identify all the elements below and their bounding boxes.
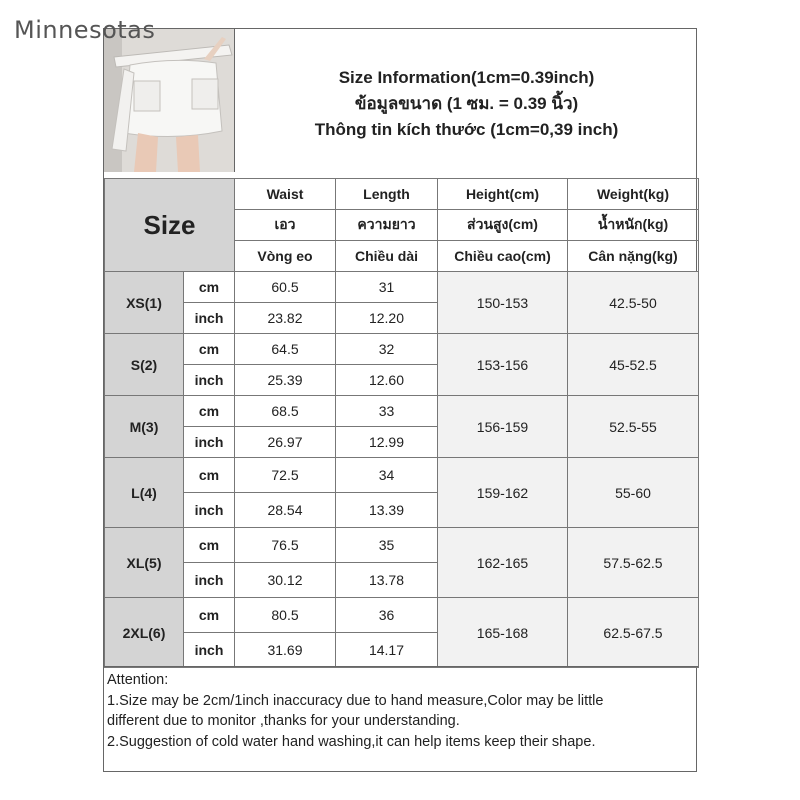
weight-range-cell: 42.5-50 [568, 272, 699, 334]
waist-inch-cell: 28.54 [235, 493, 336, 528]
unit-label-inch: inch [184, 427, 235, 458]
column-header-th: น้ำหนัก(kg) [568, 210, 699, 241]
column-header-vi: Chiều cao(cm) [438, 241, 568, 272]
waist-inch-cell: 30.12 [235, 563, 336, 598]
unit-label-inch: inch [184, 633, 235, 668]
column-header-en: Length [336, 179, 438, 210]
height-range-cell: 162-165 [438, 528, 568, 598]
waist-inch-cell: 25.39 [235, 365, 336, 396]
length-cm-cell: 36 [336, 598, 438, 633]
unit-label-cm: cm [184, 458, 235, 493]
unit-label-cm: cm [184, 528, 235, 563]
size-info-title-th: ข้อมูลขนาด (1 ซม. = 0.39 นิ้ว) [354, 93, 579, 113]
length-inch-cell: 12.99 [336, 427, 438, 458]
waist-cm-cell: 72.5 [235, 458, 336, 493]
waist-cm-cell: 68.5 [235, 396, 336, 427]
column-header-en: Weight(kg) [568, 179, 699, 210]
weight-range-cell: 45-52.5 [568, 334, 699, 396]
chart-header [104, 29, 698, 179]
skirt-illustration [104, 29, 234, 172]
waist-cm-cell: 76.5 [235, 528, 336, 563]
waist-cm-cell: 60.5 [235, 272, 336, 303]
length-inch-cell: 14.17 [336, 633, 438, 668]
height-range-cell: 165-168 [438, 598, 568, 668]
column-header-vi: Chiều dài [336, 241, 438, 272]
size-label: 2XL(6) [105, 598, 184, 668]
size-info-title-en: Size Information(1cm=0.39inch) [338, 67, 595, 87]
size-table [104, 178, 699, 668]
size-label: L(4) [105, 458, 184, 528]
length-cm-cell: 32 [336, 334, 438, 365]
length-cm-cell: 33 [336, 396, 438, 427]
waist-inch-cell: 31.69 [235, 633, 336, 668]
unit-label-cm: cm [184, 334, 235, 365]
column-header-th: ความยาว [336, 210, 438, 241]
length-cm-cell: 31 [336, 272, 438, 303]
notes-line: 1.Size may be 2cm/1inch inaccuracy due to hand measure,Color may be little [107, 692, 604, 709]
size-table-body [105, 179, 699, 668]
attention-notes [104, 666, 698, 773]
weight-range-cell: 52.5-55 [568, 396, 699, 458]
product-photo [104, 29, 235, 172]
column-header-th: ส่วนสูง(cm) [438, 210, 568, 241]
length-cm-cell: 35 [336, 528, 438, 563]
column-header-th: เอว [235, 210, 336, 241]
unit-label-cm: cm [184, 272, 235, 303]
notes-heading: Attention: [107, 672, 169, 688]
length-cm-cell: 34 [336, 458, 438, 493]
size-information-box [235, 29, 698, 178]
height-range-cell: 159-162 [438, 458, 568, 528]
column-header-en: Height(cm) [438, 179, 568, 210]
unit-label-inch: inch [184, 493, 235, 528]
unit-label-cm: cm [184, 598, 235, 633]
unit-label-inch: inch [184, 563, 235, 598]
size-label: XL(5) [105, 528, 184, 598]
column-header-vi: Cân nặng(kg) [568, 241, 699, 272]
length-inch-cell: 12.20 [336, 303, 438, 334]
notes-line: different due to monitor ,thanks for your understanding. [107, 713, 460, 729]
length-inch-cell: 13.78 [336, 563, 438, 598]
size-info-title-vi: Thông tin kích thước (1cm=0,39 inch) [314, 119, 619, 139]
unit-label-cm: cm [184, 396, 235, 427]
waist-cm-cell: 80.5 [235, 598, 336, 633]
size-chart [103, 28, 697, 772]
weight-range-cell: 62.5-67.5 [568, 598, 699, 668]
size-label: M(3) [105, 396, 184, 458]
size-label: XS(1) [105, 272, 184, 334]
height-range-cell: 156-159 [438, 396, 568, 458]
length-inch-cell: 12.60 [336, 365, 438, 396]
unit-label-inch: inch [184, 303, 235, 334]
weight-range-cell: 57.5-62.5 [568, 528, 699, 598]
waist-inch-cell: 23.82 [235, 303, 336, 334]
height-range-cell: 153-156 [438, 334, 568, 396]
size-column-header: Size [105, 179, 235, 272]
length-inch-cell: 13.39 [336, 493, 438, 528]
unit-label-inch: inch [184, 365, 235, 396]
weight-range-cell: 55-60 [568, 458, 699, 528]
height-range-cell: 150-153 [438, 272, 568, 334]
column-header-vi: Vòng eo [235, 241, 336, 272]
brand-watermark: Minnesotas [14, 16, 156, 44]
size-label: S(2) [105, 334, 184, 396]
waist-inch-cell: 26.97 [235, 427, 336, 458]
waist-cm-cell: 64.5 [235, 334, 336, 365]
column-header-en: Waist [235, 179, 336, 210]
notes-line: 2.Suggestion of cold water hand washing,it can help items keep their shape. [107, 733, 596, 750]
